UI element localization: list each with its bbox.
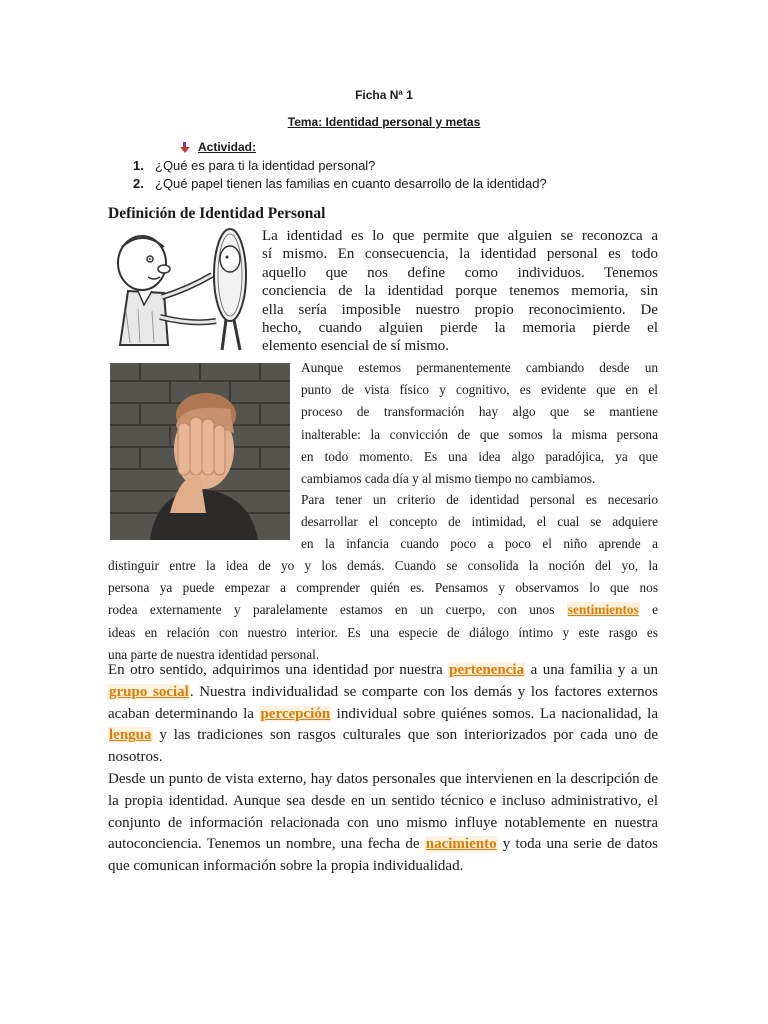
arrow-down-icon	[180, 142, 190, 152]
paragraph-identity-definition: La identidad es lo que permite que alguien se reconozca a sí mismo. En consecuencia, la identidad personal es todo aquello que nos define como individuos. Tenemos conciencia de la identidad porque tenemos memoria, sin ella sería imposible nuestro propio reconocimiento. De hecho, cuando alguien pierde la memoria pierde el elemento esencial de sí mismo.	[262, 228, 658, 355]
question-text: ¿Qué papel tienen las familias en cuanto desarrollo de la identidad?	[155, 176, 547, 191]
list-item: 2. ¿Qué papel tienen las familias en cuanto desarrollo de la identidad?	[133, 176, 547, 191]
section-heading: Definición de Identidad Personal	[108, 205, 326, 222]
list-item: 1. ¿Qué es para ti la identidad personal?	[133, 158, 376, 173]
link-percepcion[interactable]: percepción	[260, 705, 331, 722]
question-list	[133, 157, 547, 193]
page-title: Ficha Nª 1	[355, 88, 413, 102]
link-nacimiento[interactable]: nacimiento	[425, 836, 497, 853]
paragraph-intimacy-bottom: distinguir entre la idea de yo y los demás. Cuando se consolida la noción del yo, la persona ya puede empezar a comprender quién es. Pensamos y observamos lo que nos rodea externamente y paralelamente estamos en un cuerpo, con unos sentimientos e ideas en relación con nuestro interior. Es una especie de diálogo íntimo y este rasgo es una parte de nuestra identidad personal.	[108, 558, 658, 662]
topic-title: Tema: Identidad personal y metas	[287, 115, 481, 129]
activity-label-row	[180, 140, 256, 154]
link-lengua[interactable]: lengua	[109, 727, 152, 744]
paragraph-intimacy-top: Para tener un criterio de identidad personal es necesario desarrollar el concepto de intimidad, el cual se adquiere en la infancia cuando poco a poco el niño aprende a	[301, 492, 658, 552]
mirror-illustration	[108, 225, 256, 355]
activity-label: Actividad:	[198, 140, 257, 154]
link-pertenencia[interactable]: pertenencia	[449, 662, 525, 678]
link-sentimientos[interactable]: sentimientos	[567, 602, 639, 618]
paragraph-belonging: En otro sentido, adquirimos una identidad por nuestra pertenencia a una familia y a un grupo social. Nuestra individualidad se comparte con los demás y los factores externos acaban determinando la percepción individual sobre quiénes somos. La nacionalidad, la lengua y las tradiciones son rasgos culturales que son interiorizados por cada uno de nosotros.	[108, 662, 658, 766]
link-grupo-social[interactable]: grupo social	[109, 683, 189, 700]
question-text: ¿Qué es para ti la identidad personal?	[155, 158, 376, 173]
paragraph-change: Aunque estemos permanentemente cambiando desde un punto de vista físico y cognitivo, es evidente que en el proceso de transformación hay algo que se mantiene inalterable: la convicción de que somos la misma persona en todo momento. Es una idea algo paradójica, ya que cambiamos cada día y al mismo tiempo no cambiamos.	[301, 360, 658, 487]
paragraph-external-data: Desde un punto de vista externo, hay datos personales que intervienen en la descripción de la propia identidad. Aunque sea desde en un sentido técnico e incluso administrativo, el conjunto de información relacionada con uno mismo influye notablemente en nuestra autoconciencia. Tenemos un nombre, una fecha de nacimiento y toda una serie de datos que comunican información sobre la propia individualidad.	[108, 771, 659, 875]
person-covering-face-photo	[110, 363, 290, 540]
